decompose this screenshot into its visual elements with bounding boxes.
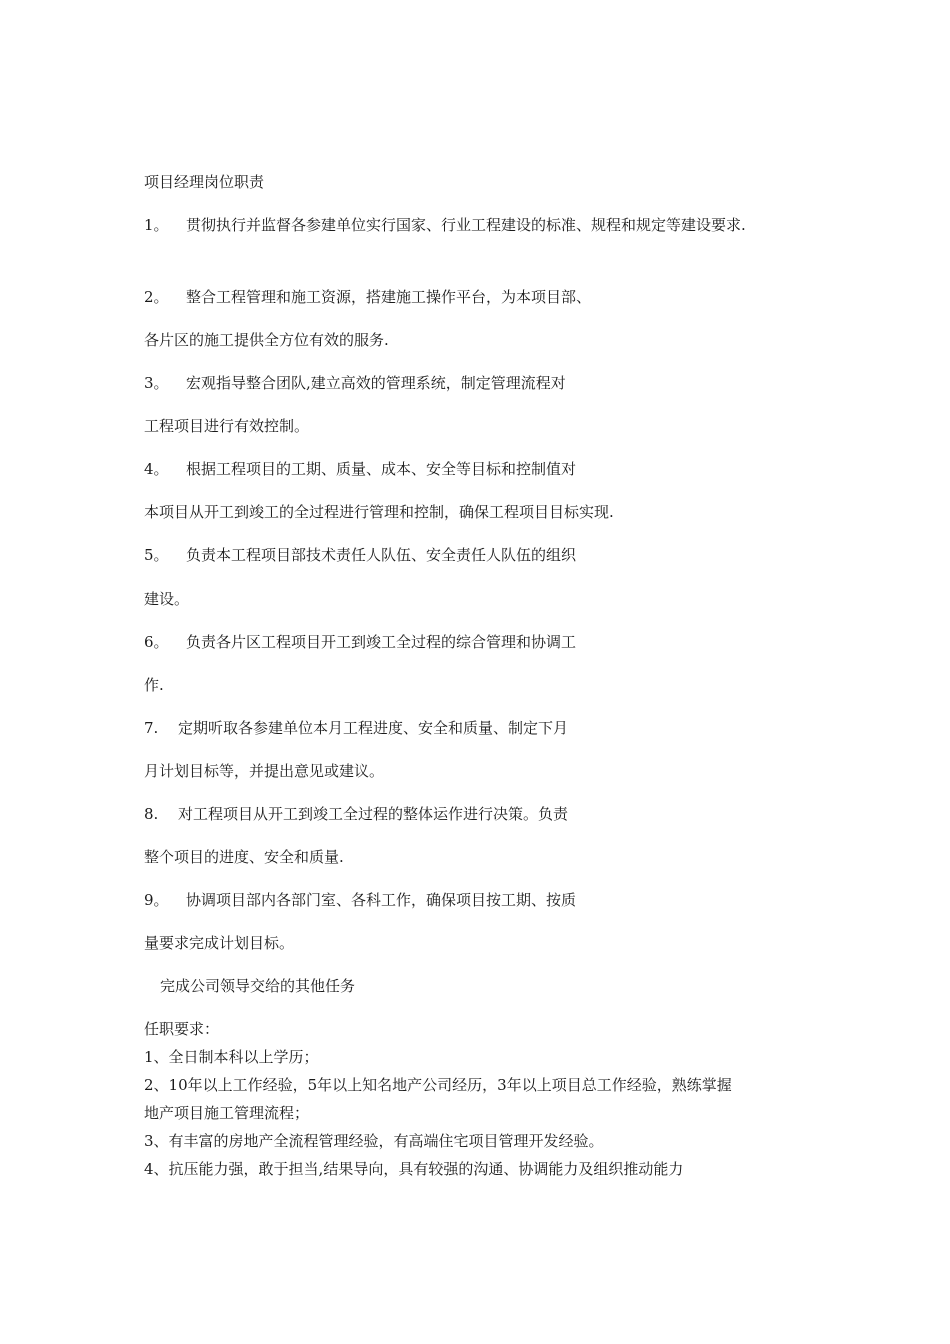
duty-item-1 bbox=[144, 215, 746, 235]
duty-number: 9。 bbox=[144, 891, 169, 909]
duty-item-5 bbox=[144, 545, 576, 565]
duty-number: 3。 bbox=[144, 374, 169, 392]
requirements-heading: 任职要求： bbox=[144, 1020, 220, 1038]
duty-text: 定期听取各参建单位本月工程进度、安全和质量、制定下月 bbox=[178, 719, 569, 737]
requirement-item-3: 3、有丰富的房地产全流程管理经验，有高端住宅项目管理开发经验。 bbox=[144, 1132, 604, 1150]
duty-item-9 bbox=[144, 890, 576, 910]
page-title: 项目经理岗位职责 bbox=[144, 173, 265, 191]
duty-number: 4。 bbox=[144, 460, 169, 478]
duty-text: 整合工程管理和施工资源，搭建施工操作平台，为本项目部、 bbox=[186, 288, 592, 306]
duty-continuation-5: 建设。 bbox=[144, 590, 190, 608]
duty-item-4 bbox=[144, 459, 576, 479]
requirement-item-2-continuation: 地产项目施工管理流程； bbox=[144, 1104, 310, 1122]
extra-duty: 完成公司领导交给的其他任务 bbox=[160, 977, 356, 995]
duty-continuation-6: 作. bbox=[144, 676, 164, 694]
duty-text: 负责本工程项目部技术责任人队伍、安全责任人队伍的组织 bbox=[186, 546, 577, 564]
duty-continuation-8: 整个项目的进度、安全和质量. bbox=[144, 848, 344, 866]
duty-item-3 bbox=[144, 373, 566, 393]
requirement-item-2: 2、10年以上工作经验，5年以上知名地产公司经历，3年以上项目总工作经验，熟练掌握 bbox=[144, 1076, 732, 1094]
duty-number: 7. bbox=[144, 719, 159, 737]
duty-item-8 bbox=[144, 804, 568, 824]
duty-text: 贯彻执行并监督各参建单位实行国家、行业工程建设的标准、规程和规定等建设要求. bbox=[186, 216, 746, 234]
requirement-item-1: 1、全日制本科以上学历； bbox=[144, 1048, 319, 1066]
duty-item-6 bbox=[144, 632, 576, 652]
duty-text: 根据工程项目的工期、质量、成本、安全等目标和控制值对 bbox=[186, 460, 577, 478]
duty-number: 8. bbox=[144, 805, 159, 823]
duty-continuation-2: 各片区的施工提供全方位有效的服务. bbox=[144, 331, 389, 349]
duty-number: 5。 bbox=[144, 546, 169, 564]
duty-text: 负责各片区工程项目开工到竣工全过程的综合管理和协调工 bbox=[186, 633, 577, 651]
duty-text: 宏观指导整合团队,建立高效的管理系统，制定管理流程对 bbox=[186, 374, 566, 392]
duty-continuation-9: 量要求完成计划目标。 bbox=[144, 934, 295, 952]
duty-number: 6。 bbox=[144, 633, 169, 651]
duty-continuation-7: 月计划目标等，并提出意见或建议。 bbox=[144, 762, 385, 780]
duty-item-2 bbox=[144, 287, 591, 307]
duty-number: 1。 bbox=[144, 216, 169, 234]
duty-number: 2。 bbox=[144, 288, 169, 306]
duty-text: 对工程项目从开工到竣工全过程的整体运作进行决策。负责 bbox=[178, 805, 569, 823]
requirement-item-4: 4、抗压能力强，敢于担当,结果导向，具有较强的沟通、协调能力及组织推动能力 bbox=[144, 1160, 684, 1178]
duty-text: 协调项目部内各部门室、各科工作，确保项目按工期、按质 bbox=[186, 891, 577, 909]
duty-item-7 bbox=[144, 718, 568, 738]
duty-continuation-3: 工程项目进行有效控制。 bbox=[144, 417, 310, 435]
duty-continuation-4: 本项目从开工到竣工的全过程进行管理和控制，确保工程项目目标实现. bbox=[144, 503, 614, 521]
